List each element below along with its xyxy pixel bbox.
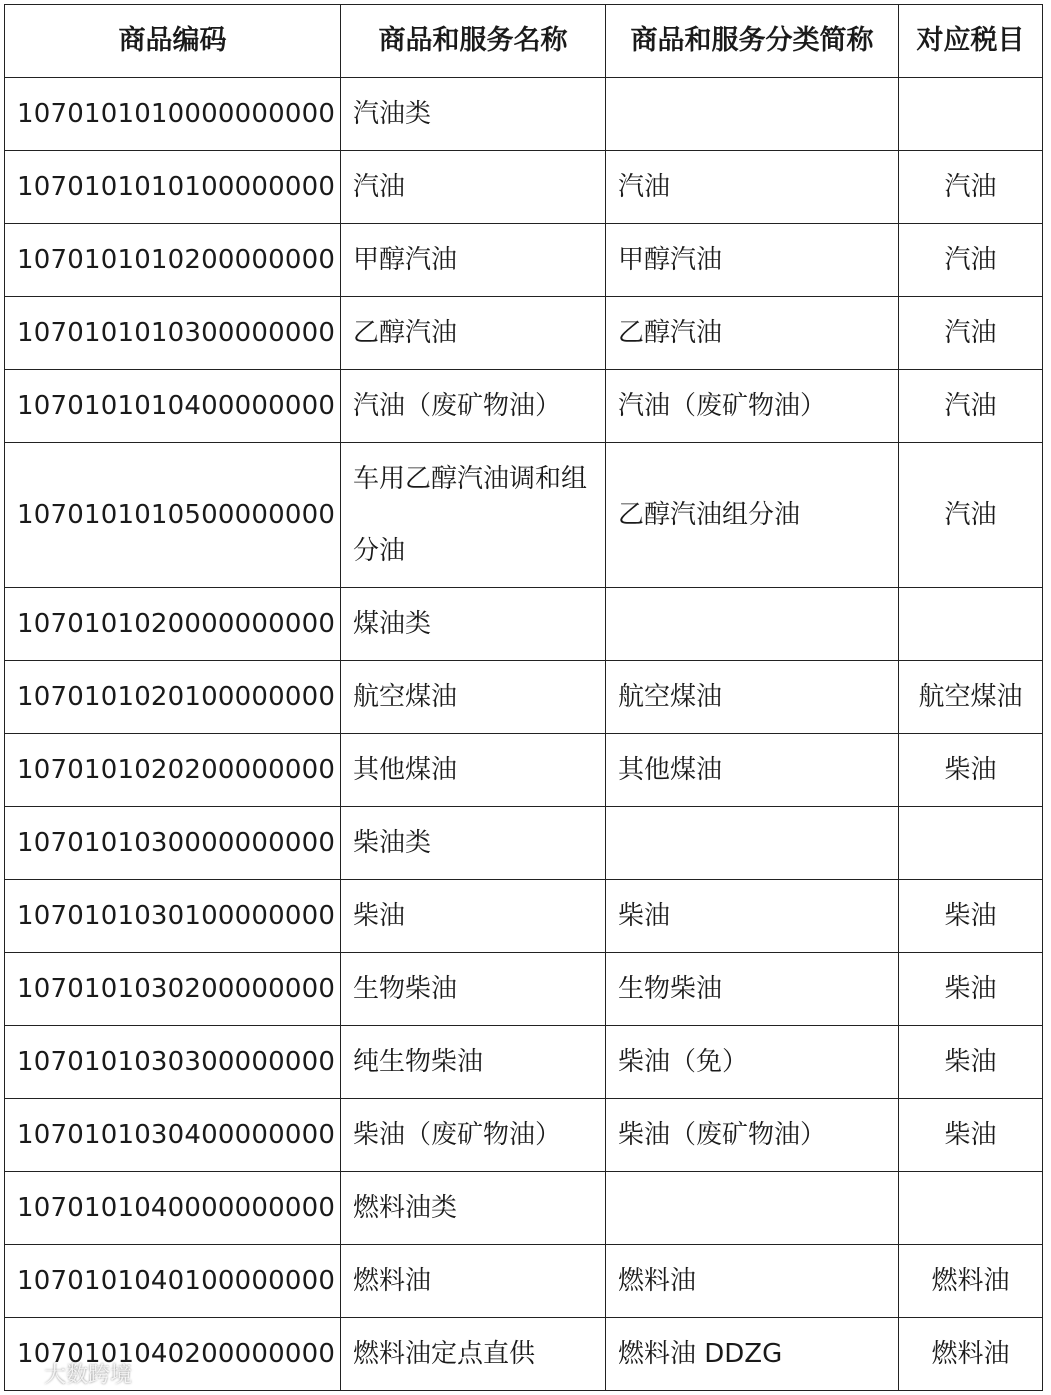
cell-code: 1070101010100000000: [5, 151, 341, 224]
table-row: [5, 1026, 1043, 1099]
cell-code: 1070101020200000000: [5, 734, 341, 807]
cell-category: 航空煤油: [606, 661, 899, 734]
cell-code: 1070101010000000000: [5, 78, 341, 151]
table-row: [5, 1245, 1043, 1318]
cell-code: 1070101030100000000: [5, 880, 341, 953]
cell-tax-item: [899, 807, 1043, 880]
cell-tax-item: [899, 588, 1043, 661]
table-row: [5, 1318, 1043, 1391]
table-row: [5, 661, 1043, 734]
cell-tax-item: 柴油: [899, 953, 1043, 1026]
cell-name: 汽油类: [341, 78, 606, 151]
cell-category: 柴油（废矿物油）: [606, 1099, 899, 1172]
cell-tax-item: 航空煤油: [899, 661, 1043, 734]
cell-category: 汽油: [606, 151, 899, 224]
cell-tax-item: 柴油: [899, 1099, 1043, 1172]
cell-tax-item: 柴油: [899, 880, 1043, 953]
table-header: [5, 5, 1043, 78]
cell-name: 生物柴油: [341, 953, 606, 1026]
cell-name: 燃料油类: [341, 1172, 606, 1245]
table-row: [5, 1099, 1043, 1172]
cell-name: 乙醇汽油: [341, 297, 606, 370]
cell-code: 1070101010500000000: [5, 443, 341, 588]
cell-name: 甲醇汽油: [341, 224, 606, 297]
cell-code: 1070101010200000000: [5, 224, 341, 297]
watermark-text: 大数跨境: [44, 1363, 133, 1388]
cell-tax-item: [899, 78, 1043, 151]
cell-name: 燃料油定点直供: [341, 1318, 606, 1391]
cell-category: 甲醇汽油: [606, 224, 899, 297]
cell-code: 1070101030000000000: [5, 807, 341, 880]
cell-category: 燃料油 DDZG: [606, 1318, 899, 1391]
cell-name: 柴油: [341, 880, 606, 953]
table-row: [5, 78, 1043, 151]
cell-tax-item: 汽油: [899, 370, 1043, 443]
cell-name: 煤油类: [341, 588, 606, 661]
header-name: 商品和服务名称: [341, 5, 606, 78]
cell-category: [606, 807, 899, 880]
header-row: [5, 5, 1043, 78]
cell-tax-item: 汽油: [899, 443, 1043, 588]
cell-code: 1070101030300000000: [5, 1026, 341, 1099]
table-row: [5, 151, 1043, 224]
table-row: [5, 1172, 1043, 1245]
cell-code: 1070101010300000000: [5, 297, 341, 370]
cell-category: 燃料油: [606, 1245, 899, 1318]
cell-tax-item: 燃料油: [899, 1245, 1043, 1318]
cell-name: 航空煤油: [341, 661, 606, 734]
cell-tax-item: 汽油: [899, 224, 1043, 297]
table-row: [5, 734, 1043, 807]
cell-tax-item: 柴油: [899, 734, 1043, 807]
header-code: 商品编码: [5, 5, 341, 78]
cell-code: 1070101030400000000: [5, 1099, 341, 1172]
cell-code: 1070101020000000000: [5, 588, 341, 661]
table-row: [5, 953, 1043, 1026]
table-row: [5, 224, 1043, 297]
table-row: [5, 880, 1043, 953]
cell-tax-item: 燃料油: [899, 1318, 1043, 1391]
header-tax-item: 对应税目: [899, 5, 1043, 78]
cell-category: [606, 588, 899, 661]
cell-name: 车用乙醇汽油调和组分油: [341, 443, 606, 588]
cell-name: 汽油（废矿物油）: [341, 370, 606, 443]
tax-code-table: [4, 4, 1043, 1391]
cell-category: 乙醇汽油组分油: [606, 443, 899, 588]
cell-code: 1070101010400000000: [5, 370, 341, 443]
cell-category: 乙醇汽油: [606, 297, 899, 370]
header-category: 商品和服务分类简称: [606, 5, 899, 78]
cell-tax-item: [899, 1172, 1043, 1245]
cell-tax-item: 汽油: [899, 151, 1043, 224]
cell-category: 其他煤油: [606, 734, 899, 807]
cell-category: [606, 1172, 899, 1245]
cell-code: 1070101040000000000: [5, 1172, 341, 1245]
cell-name: 柴油（废矿物油）: [341, 1099, 606, 1172]
table-row: [5, 297, 1043, 370]
table-row: [5, 443, 1043, 588]
cell-tax-item: 汽油: [899, 297, 1043, 370]
cell-category: 生物柴油: [606, 953, 899, 1026]
cell-code: 1070101020100000000: [5, 661, 341, 734]
table-row: [5, 588, 1043, 661]
cell-name: 柴油类: [341, 807, 606, 880]
cell-name: 燃料油: [341, 1245, 606, 1318]
cell-code: 1070101040200000000: [5, 1318, 341, 1391]
cell-name: 其他煤油: [341, 734, 606, 807]
cell-category: 柴油: [606, 880, 899, 953]
cell-code: 1070101030200000000: [5, 953, 341, 1026]
table-row: [5, 807, 1043, 880]
cell-category: [606, 78, 899, 151]
table-body: [5, 78, 1043, 1391]
cell-name: 纯生物柴油: [341, 1026, 606, 1099]
cell-name: 汽油: [341, 151, 606, 224]
cell-tax-item: 柴油: [899, 1026, 1043, 1099]
cell-category: 柴油（免）: [606, 1026, 899, 1099]
cell-category: 汽油（废矿物油）: [606, 370, 899, 443]
cell-code: 1070101040100000000: [5, 1245, 341, 1318]
table-row: [5, 370, 1043, 443]
